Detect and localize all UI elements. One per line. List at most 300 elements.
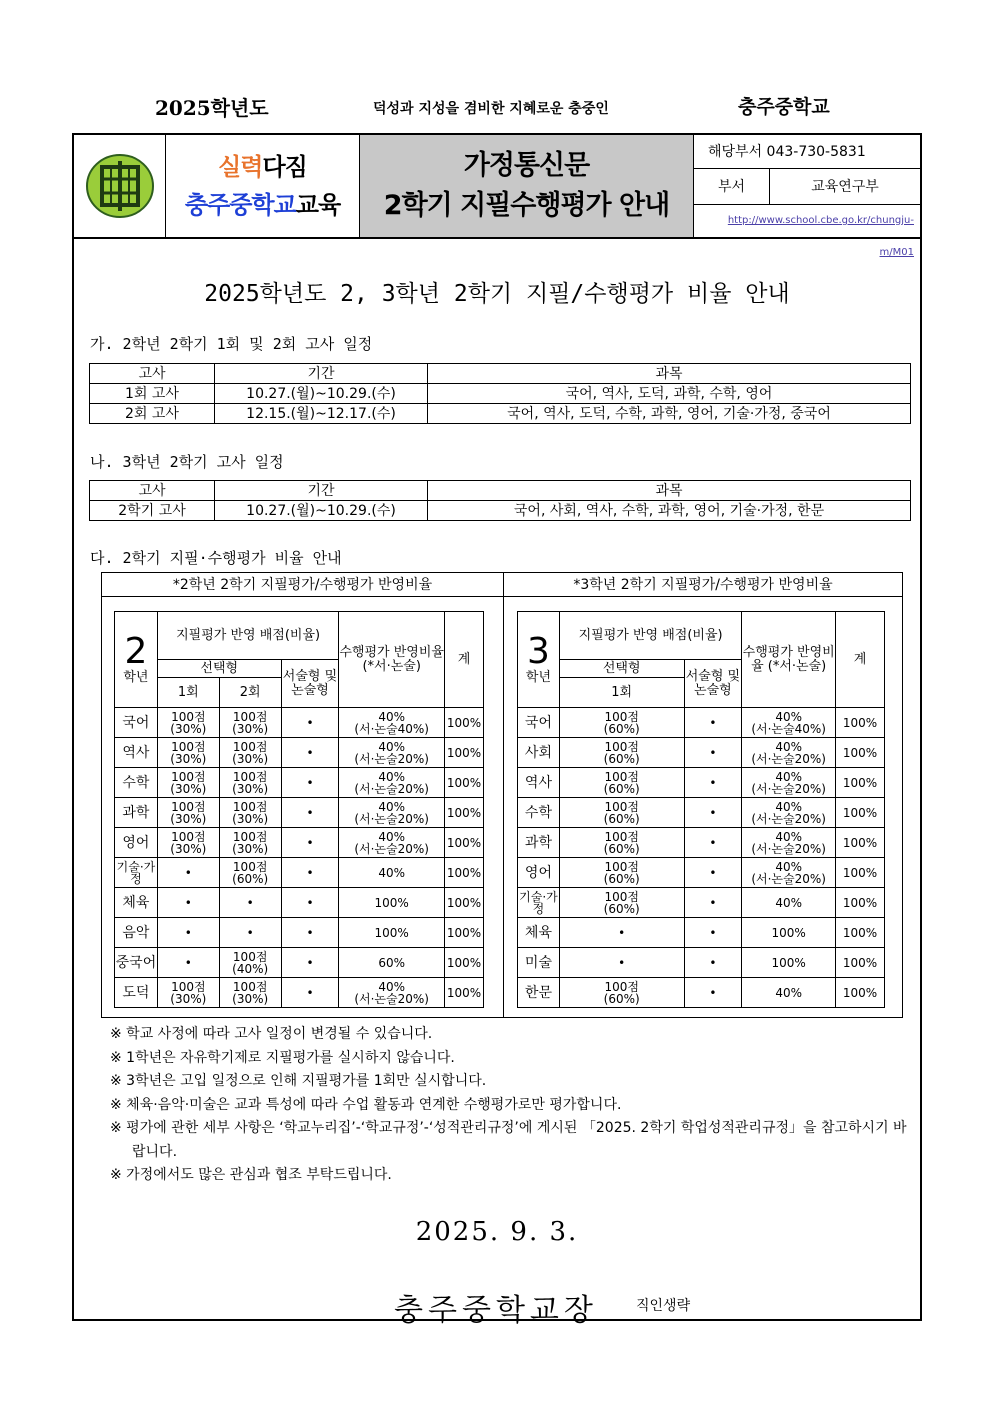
- cell-line: 40%: [378, 769, 405, 784]
- cell-line: 100점: [604, 799, 639, 814]
- essay-cell: •: [684, 888, 742, 918]
- total-cell: 100%: [836, 798, 885, 828]
- dept-phone: 해당부서 043-730-5831: [694, 135, 920, 169]
- dept-value: 교육연구부: [811, 179, 879, 195]
- table-cell: 12.15.(월)~12.17.(수): [215, 404, 428, 424]
- table-header: 서술형 및 논술형: [281, 660, 339, 708]
- schedule-table-grade2: [89, 363, 911, 424]
- cell-line: (서·논술20%): [751, 811, 826, 826]
- cell-line: •: [184, 865, 192, 880]
- grade-badge: [115, 612, 158, 708]
- essay-cell: •: [684, 768, 742, 798]
- cell-line: (30%): [232, 781, 269, 796]
- performance-cell: [742, 888, 836, 918]
- cell-line: (서·논술20%): [354, 991, 429, 1006]
- round1-cell: [559, 768, 684, 798]
- subject-cell: 기술·가정: [115, 858, 158, 888]
- cell-line: (서·논술40%): [751, 721, 826, 736]
- subject-cell: 영어: [115, 828, 158, 858]
- main-title: 2025학년도 2, 3학년 2학기 지필/수행평가 비율 안내: [204, 281, 790, 307]
- table-header: 수행평가 반영비율 (*서·논술): [339, 612, 445, 708]
- note-item: ※ 평가에 관한 세부 사항은 ‘학교누리집’-‘학교규정’-‘성적관리규정’에 게시된 「2025. 2학기 학업성적관리규정」을 참고하시기 바랍니다.: [110, 1120, 907, 1160]
- cell-line: (60%): [603, 781, 640, 796]
- round1-cell: [559, 888, 684, 918]
- cell-line: •: [618, 955, 626, 970]
- essay-cell: •: [684, 798, 742, 828]
- table-cell: 2회 고사: [90, 404, 215, 424]
- round1-cell: [559, 858, 684, 888]
- table-header-row: [518, 612, 885, 660]
- cell-line: (30%): [232, 991, 269, 1006]
- cell-line: (30%): [232, 811, 269, 826]
- table-header-row: [115, 612, 484, 660]
- table-row: [115, 708, 484, 738]
- table-header: 2회: [219, 678, 281, 708]
- ratio-section: [101, 572, 903, 1018]
- table-header: 1회: [157, 678, 219, 708]
- essay-cell: •: [281, 888, 339, 918]
- performance-cell: [742, 858, 836, 888]
- essay-cell: •: [684, 918, 742, 948]
- subject-cell: 중국어: [115, 948, 158, 978]
- total-cell: 100%: [444, 858, 483, 888]
- essay-cell: •: [281, 738, 339, 768]
- cell-line: •: [184, 955, 192, 970]
- slogan-text: 교육: [295, 191, 341, 219]
- cell-line: 60%: [378, 955, 405, 970]
- table-row: [115, 978, 484, 1008]
- subject-cell: 수학: [115, 768, 158, 798]
- performance-cell: [339, 978, 445, 1008]
- table-header-row: [90, 481, 911, 501]
- table-row: [115, 798, 484, 828]
- essay-cell: •: [281, 798, 339, 828]
- cell-line: (서·논술20%): [354, 811, 429, 826]
- table-row: [518, 858, 885, 888]
- grade3-rows: [518, 708, 885, 1008]
- performance-cell: [742, 828, 836, 858]
- round2-cell: [219, 828, 281, 858]
- issue-date: 2025. 9. 3.: [415, 1217, 579, 1247]
- total-cell: 100%: [836, 918, 885, 948]
- subject-cell: 국어: [518, 708, 560, 738]
- cell-line: 40%: [378, 979, 405, 994]
- cell-line: 100점: [232, 979, 268, 994]
- table-row: [115, 828, 484, 858]
- total-cell: 100%: [836, 708, 885, 738]
- note-item: ※ 체육·음악·미술은 교과 특성에 따라 수업 활동과 연계한 수행평가로만 평가합니다.: [110, 1096, 622, 1113]
- cell-line: 40%: [775, 895, 802, 910]
- school-url-link[interactable]: http://www.school.cbe.go.kr/chungju-m/M01: [727, 215, 914, 258]
- cell-line: (서·논술40%): [354, 721, 429, 736]
- total-cell: 100%: [444, 828, 483, 858]
- dept-label: 부서: [694, 169, 770, 205]
- subject-cell: 기술·가정: [519, 889, 558, 916]
- cell-line: 100점: [232, 829, 268, 844]
- cell-line: (30%): [232, 841, 269, 856]
- total-cell: 100%: [836, 978, 885, 1008]
- subject-cell: 역사: [518, 768, 560, 798]
- cell-line: •: [246, 925, 254, 940]
- subject-cell: 사회: [518, 738, 560, 768]
- table-header: 수행평가 반영비율 (*서·논술): [742, 612, 836, 708]
- cell-line: 100점: [232, 799, 268, 814]
- table-row: [518, 978, 885, 1008]
- round1-cell: [157, 918, 219, 948]
- cell-line: 40%: [378, 865, 405, 880]
- round1-cell: [559, 798, 684, 828]
- cell-line: 100%: [374, 925, 409, 940]
- table-header: 기간: [215, 481, 428, 501]
- round1-cell: [157, 708, 219, 738]
- essay-cell: •: [281, 828, 339, 858]
- cell-line: 100점: [604, 709, 639, 724]
- school-name: 충주중학교: [738, 96, 830, 118]
- table-header: 기간: [215, 364, 428, 384]
- cell-line: 100점: [604, 859, 639, 874]
- cell-line: (60%): [603, 841, 640, 856]
- ratio-divider: [503, 573, 504, 1017]
- cell-line: 40%: [775, 709, 802, 724]
- essay-cell: •: [684, 948, 742, 978]
- performance-cell: [742, 738, 836, 768]
- performance-cell: [339, 738, 445, 768]
- performance-cell: [742, 768, 836, 798]
- section-a-title: 가. 2학년 2학기 1회 및 2회 고사 일정: [90, 335, 373, 353]
- table-header-row: [90, 364, 911, 384]
- table-row: [518, 768, 885, 798]
- slogan-text: 다짐: [262, 153, 307, 181]
- essay-cell: •: [281, 768, 339, 798]
- total-cell: 100%: [836, 858, 885, 888]
- table-cell: 국어, 역사, 도덕, 과학, 수학, 영어: [428, 384, 911, 404]
- round2-cell: [219, 798, 281, 828]
- essay-cell: •: [281, 858, 339, 888]
- table-row: [518, 828, 885, 858]
- essay-cell: •: [684, 828, 742, 858]
- cell-line: (서·논술20%): [751, 751, 826, 766]
- cell-line: 40%: [775, 985, 802, 1000]
- subject-cell: 역사: [115, 738, 158, 768]
- table-header: 선택형: [559, 660, 684, 678]
- slogan-cell: [166, 135, 360, 237]
- cell-line: (서·논술20%): [354, 841, 429, 856]
- cell-line: 100점: [604, 829, 639, 844]
- cell-line: 100점: [604, 739, 639, 754]
- round1-cell: [157, 828, 219, 858]
- table-header: 계: [836, 612, 885, 708]
- table-header: 계: [444, 612, 483, 708]
- cell-line: (30%): [170, 991, 207, 1006]
- cell-line: (30%): [170, 751, 207, 766]
- total-cell: 100%: [444, 768, 483, 798]
- grade-number: 2: [124, 630, 148, 672]
- slogan-accent: 실력: [218, 153, 263, 181]
- note-item: ※ 가정에서도 많은 관심과 협조 부탁드립니다.: [110, 1167, 392, 1183]
- cell-line: 40%: [775, 859, 802, 874]
- total-cell: 100%: [836, 828, 885, 858]
- subject-cell: 영어: [518, 858, 560, 888]
- school-year: 2025학년도: [155, 96, 269, 120]
- cell-line: •: [618, 925, 626, 940]
- table-row: [518, 918, 885, 948]
- total-cell: 100%: [836, 738, 885, 768]
- total-cell: 100%: [444, 918, 483, 948]
- cell-line: 40%: [378, 799, 405, 814]
- cell-line: (30%): [170, 841, 207, 856]
- table-cell: 10.27.(월)~10.29.(수): [215, 501, 428, 521]
- round2-cell: [219, 888, 281, 918]
- grade2-ratio-table: [114, 611, 484, 1008]
- cell-line: 100점: [171, 709, 206, 724]
- cell-line: •: [184, 925, 192, 940]
- cell-line: (30%): [170, 781, 207, 796]
- subject-cell: 음악: [115, 918, 158, 948]
- cell-line: (60%): [603, 751, 640, 766]
- cell-line: 100점: [232, 949, 268, 964]
- table-row: [115, 738, 484, 768]
- round2-cell: [219, 708, 281, 738]
- cell-line: (서·논술20%): [751, 781, 826, 796]
- table-cell: 1회 고사: [90, 384, 215, 404]
- table-cell: 국어, 역사, 도덕, 수학, 과학, 영어, 기술·가정, 중국어: [428, 404, 911, 424]
- total-cell: 100%: [444, 978, 483, 1008]
- performance-cell: [742, 708, 836, 738]
- performance-cell: [339, 888, 445, 918]
- table-row: [518, 738, 885, 768]
- cell-line: 100점: [171, 769, 206, 784]
- newsletter-title: 가정통신문: [463, 150, 590, 181]
- logo-cell: [74, 135, 166, 237]
- performance-cell: [742, 798, 836, 828]
- round1-cell: [559, 948, 684, 978]
- slogan-line-1: [218, 148, 307, 186]
- grade-badge: [518, 612, 560, 708]
- total-cell: 100%: [836, 768, 885, 798]
- principal-signature: 충주중학교장: [394, 1293, 598, 1328]
- table-header: 과목: [428, 364, 911, 384]
- table-row: [90, 501, 911, 521]
- slogan-school: 충주중학교: [184, 191, 296, 219]
- grade-number: 3: [527, 630, 550, 672]
- round1-cell: [157, 978, 219, 1008]
- performance-cell: [742, 948, 836, 978]
- table-header: 과목: [428, 481, 911, 501]
- grade-label: 학년: [123, 669, 149, 685]
- performance-cell: [339, 948, 445, 978]
- grade2-rows: [115, 708, 484, 1008]
- cell-line: (60%): [603, 811, 640, 826]
- subject-cell: 국어: [115, 708, 158, 738]
- round2-cell: [219, 858, 281, 888]
- cell-line: 100점: [232, 709, 268, 724]
- total-cell: 100%: [444, 888, 483, 918]
- cell-line: •: [184, 895, 192, 910]
- note-item: ※ 1학년은 자유학기제로 지필평가를 실시하지 않습니다.: [110, 1049, 455, 1066]
- table-header: 고사: [90, 364, 215, 384]
- essay-cell: •: [281, 948, 339, 978]
- subject-cell: 수학: [518, 798, 560, 828]
- round2-cell: [219, 738, 281, 768]
- table-row: [90, 404, 911, 424]
- total-cell: 100%: [444, 738, 483, 768]
- round2-cell: [219, 768, 281, 798]
- essay-cell: •: [684, 708, 742, 738]
- cell-line: (60%): [232, 871, 269, 886]
- subject-cell: 한문: [518, 978, 560, 1008]
- cell-line: (40%): [232, 961, 269, 976]
- url-row: [694, 205, 920, 258]
- round1-cell: [559, 918, 684, 948]
- table-row: [90, 384, 911, 404]
- cell-line: 100점: [232, 739, 268, 754]
- total-cell: 100%: [836, 948, 885, 978]
- cell-line: 100점: [604, 889, 639, 904]
- table-cell: 2학기 고사: [90, 501, 215, 521]
- section-c-title: 다. 2학기 지필·수행평가 비율 안내: [90, 549, 342, 567]
- table-row: [518, 708, 885, 738]
- cell-line: (서·논술20%): [751, 871, 826, 886]
- round1-cell: [559, 708, 684, 738]
- cell-line: 40%: [378, 829, 405, 844]
- table-header: 1회: [559, 678, 684, 708]
- newsletter-header: [74, 135, 920, 258]
- round1-cell: [559, 738, 684, 768]
- performance-cell: [339, 828, 445, 858]
- total-cell: 100%: [836, 888, 885, 918]
- cell-line: (60%): [603, 871, 640, 886]
- grade-label: 학년: [525, 669, 552, 685]
- cell-line: •: [246, 895, 254, 910]
- newsletter-subtitle: 2학기 지필수행평가 안내: [383, 190, 670, 221]
- essay-cell: •: [281, 708, 339, 738]
- subject-cell: 미술: [518, 948, 560, 978]
- table-row: [518, 798, 885, 828]
- section-b-title: 나. 3학년 2학기 고사 일정: [90, 453, 284, 471]
- cell-line: 40%: [775, 799, 802, 814]
- cell-line: (60%): [603, 991, 640, 1006]
- cell-line: 40%: [378, 739, 405, 754]
- total-cell: 100%: [444, 708, 483, 738]
- table-row: [115, 918, 484, 948]
- slogan-line-2: [185, 186, 340, 224]
- essay-cell: •: [684, 738, 742, 768]
- school-motto: 덕성과 지성을 겸비한 지혜로운 충중인: [373, 101, 609, 117]
- cell-line: 100점: [171, 739, 206, 754]
- newsletter-frame: [72, 133, 922, 1328]
- table-cell: 10.27.(월)~10.29.(수): [215, 384, 428, 404]
- table-row: [115, 888, 484, 918]
- cell-line: (60%): [603, 901, 640, 916]
- subject-cell: 과학: [518, 828, 560, 858]
- cell-line: 100%: [771, 955, 806, 970]
- school-emblem-icon: [85, 153, 155, 219]
- note-item: ※ 학교 사정에 따라 고사 일정이 변경될 수 있습니다.: [110, 1026, 433, 1042]
- round2-cell: [219, 918, 281, 948]
- essay-cell: •: [281, 978, 339, 1008]
- cell-line: (30%): [170, 811, 207, 826]
- round1-cell: [157, 858, 219, 888]
- cell-line: 40%: [378, 709, 405, 724]
- performance-cell: [339, 918, 445, 948]
- cell-line: 100점: [171, 829, 206, 844]
- performance-cell: [339, 768, 445, 798]
- performance-cell: [742, 918, 836, 948]
- cell-line: 40%: [775, 829, 802, 844]
- table-header: 고사: [90, 481, 215, 501]
- table-row: [115, 768, 484, 798]
- table-row: [518, 948, 885, 978]
- round1-cell: [157, 738, 219, 768]
- grade2-caption: *2학년 2학기 지필평가/수행평가 반영비율: [102, 573, 503, 597]
- essay-cell: •: [684, 858, 742, 888]
- table-header: 선택형: [157, 660, 281, 678]
- contact-info: [694, 135, 920, 258]
- table-header: 지필평가 반영 배점(비율): [559, 612, 741, 660]
- cell-line: 40%: [775, 769, 802, 784]
- round1-cell: [559, 828, 684, 858]
- subject-cell: 과학: [115, 798, 158, 828]
- cell-line: (30%): [170, 721, 207, 736]
- cell-line: (30%): [232, 721, 269, 736]
- subject-cell: 체육: [518, 918, 560, 948]
- cell-line: 100점: [604, 769, 639, 784]
- round1-cell: [157, 798, 219, 828]
- round1-cell: [559, 978, 684, 1008]
- table-row: [115, 948, 484, 978]
- performance-cell: [339, 798, 445, 828]
- total-cell: 100%: [444, 948, 483, 978]
- performance-cell: [339, 708, 445, 738]
- subject-cell: 도덕: [115, 978, 158, 1008]
- total-cell: 100%: [444, 798, 483, 828]
- round2-cell: [219, 978, 281, 1008]
- table-cell: 국어, 사회, 역사, 수학, 과학, 영어, 기술·가정, 한문: [428, 501, 911, 521]
- cell-line: (60%): [603, 721, 640, 736]
- round1-cell: [157, 768, 219, 798]
- notes: [110, 1023, 920, 1188]
- cell-line: (서·논술20%): [354, 781, 429, 796]
- table-row: [115, 858, 484, 888]
- cell-line: 100%: [374, 895, 409, 910]
- cell-line: (서·논술20%): [354, 751, 429, 766]
- cell-line: (30%): [232, 751, 269, 766]
- essay-cell: •: [281, 918, 339, 948]
- cell-line: 100점: [232, 859, 268, 874]
- essay-cell: •: [684, 978, 742, 1008]
- top-line: [0, 92, 992, 122]
- cell-line: 100점: [232, 769, 268, 784]
- title-cell: [360, 135, 694, 237]
- cell-line: 40%: [775, 739, 802, 754]
- round1-cell: [157, 888, 219, 918]
- performance-cell: [339, 858, 445, 888]
- performance-cell: [742, 978, 836, 1008]
- seal-note: 직인생략: [636, 1298, 691, 1314]
- cell-line: (서·논술20%): [751, 841, 826, 856]
- cell-line: 100점: [171, 799, 206, 814]
- dept-row: [694, 169, 920, 205]
- grade3-ratio-table: [517, 611, 885, 1008]
- round1-cell: [157, 948, 219, 978]
- grade3-caption: *3학년 2학기 지필평가/수행평가 반영비율: [504, 573, 902, 597]
- table-row: [518, 888, 885, 918]
- cell-line: 100%: [771, 925, 806, 940]
- table-header: 서술형 및 논술형: [684, 660, 742, 708]
- subject-cell: 체육: [115, 888, 158, 918]
- cell-line: 100점: [604, 979, 639, 994]
- round2-cell: [219, 948, 281, 978]
